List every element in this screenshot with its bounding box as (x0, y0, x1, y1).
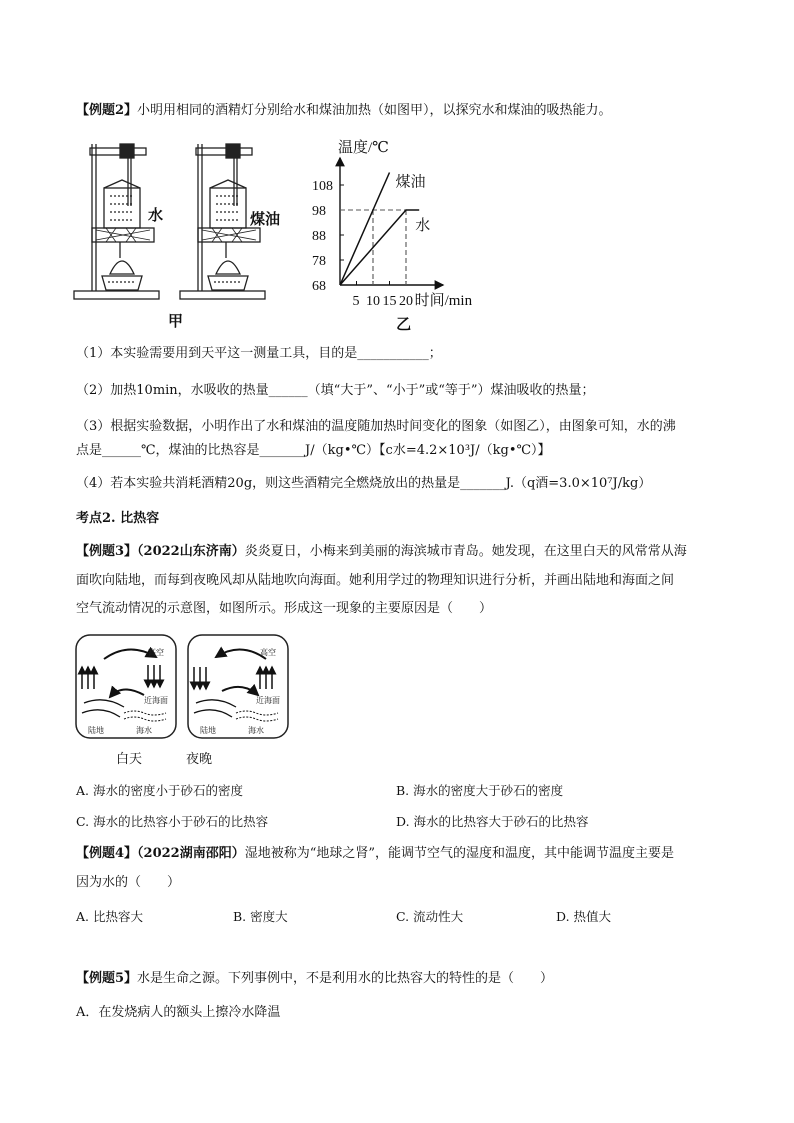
series-line-water (340, 210, 419, 285)
section-title: 考点2. 比热容 (76, 511, 160, 526)
y-tick-label: 68 (312, 279, 326, 294)
example-2-stem (76, 102, 612, 120)
temperature-chart (312, 140, 510, 335)
label-high-altitude: 高空 (260, 648, 276, 657)
label-sea: 海水 (248, 726, 264, 735)
example-3-line-1 (76, 543, 687, 561)
option-b[interactable]: B. 海水的密度大于砂石的密度 (396, 783, 564, 798)
example-tag: 【例题3】 (76, 544, 138, 559)
label-near-sea: 近海面 (256, 696, 280, 705)
caption-night: 夜晚 (186, 751, 213, 766)
day-panel (76, 635, 176, 738)
option-b[interactable]: B. 密度大 (233, 909, 288, 924)
option-a[interactable]: A. 比热容大 (76, 909, 143, 924)
example-4-line-1 (76, 845, 674, 863)
x-tick-label: 10 (366, 294, 380, 309)
x-tick-label: 20 (399, 294, 413, 309)
example-3-line-3: 空气流动情况的示意图，如图所示。形成这一现象的主要原因是（ ） (76, 601, 493, 616)
x-tick-label: 15 (382, 294, 397, 309)
question-text: 湿地被称为“地球之肾”，能调节空气的湿度和温度，其中能调节温度主要是 (244, 846, 675, 861)
question-text: 水是生命之源。下列事例中，不是利用水的比热容大的特性的是（ ） (137, 971, 554, 986)
example-tag: 【例题4】 (76, 846, 138, 861)
option-c[interactable]: C. 流动性大 (396, 909, 464, 924)
figure-caption-jia: 甲 (168, 314, 184, 330)
option-a[interactable]: A．在发烧病人的额头上擦冷水降温 (76, 1005, 281, 1020)
label-land: 陆地 (200, 726, 216, 735)
y-tick-label: 98 (312, 204, 326, 219)
question-2: （2）加热10min，水吸收的热量______（填“大于”、“小于”或“等于”）煤油吸收的热量； (76, 383, 595, 398)
label-sea: 海水 (136, 726, 152, 735)
x-axis-label: 时间/min (414, 293, 473, 309)
example-source: （2022湖南邵阳） (137, 846, 245, 861)
example-tag: 【例题2】 (76, 103, 138, 118)
label-high-altitude: 高空 (148, 648, 164, 657)
apparatus-water (74, 144, 159, 299)
figure-caption-yi: 乙 (396, 317, 412, 333)
option-d[interactable]: D. 海水的比热容大于砂石的比热容 (396, 814, 589, 829)
y-tick-label: 88 (312, 229, 326, 244)
question-text: 小明用相同的酒精灯分别给水和煤油加热（如图甲），以探究水和煤油的吸热能力。 (137, 103, 612, 118)
label-near-sea: 近海面 (144, 696, 168, 705)
label-land: 陆地 (88, 726, 104, 735)
y-axis-label: 温度/℃ (338, 140, 389, 156)
example-4-line-2: 因为水的（ ） (76, 875, 181, 890)
question-4: （4）若本实验共消耗酒精20g，则这些酒精完全燃烧放出的热量是_______J.（q酒=3.0×10⁷J/kg） (76, 476, 652, 491)
series-label-water: 水 (415, 218, 431, 234)
example-source: （2022山东济南） (137, 544, 245, 559)
example-5-stem (76, 970, 553, 988)
question-3-line-1: （3）根据实验数据，小明作出了水和煤油的温度随加热时间变化的图象（如图乙），由图象可知，水的沸 (76, 419, 676, 434)
question-3-line-2: 点是______℃，煤油的比热容是_______J/（kg•℃）【c水=4.2×10³J/（kg•℃）】 (76, 443, 551, 458)
apparatus-figure (72, 136, 302, 331)
series-label-kerosene: 煤油 (395, 174, 426, 191)
y-tick-label: 108 (312, 179, 333, 194)
option-a[interactable]: A. 海水的密度小于砂石的密度 (76, 783, 243, 798)
option-d[interactable]: D. 热值大 (556, 909, 612, 924)
series-line-kerosene (340, 173, 390, 286)
night-panel (188, 635, 288, 738)
x-tick-label: 5 (352, 294, 360, 309)
sea-breeze-figure (74, 633, 304, 768)
y-tick-label: 78 (312, 254, 326, 269)
label-water: 水 (148, 208, 164, 224)
example-tag: 【例题5】 (76, 971, 138, 986)
label-kerosene: 煤油 (250, 212, 281, 228)
question-text: 炎炎夏日，小梅来到美丽的海滨城市青岛。她发现，在这里白天的风常常从海 (244, 544, 687, 559)
question-1: （1）本实验需要用到天平这一测量工具，目的是___________； (76, 346, 442, 361)
example-3-line-2: 面吹向陆地，而每到夜晚风却从陆地吹向海面。她利用学过的物理知识进行分析，并画出陆地和海面之间 (76, 573, 675, 588)
caption-day: 白天 (116, 751, 143, 766)
option-c[interactable]: C. 海水的比热容小于砂石的比热容 (76, 814, 269, 829)
